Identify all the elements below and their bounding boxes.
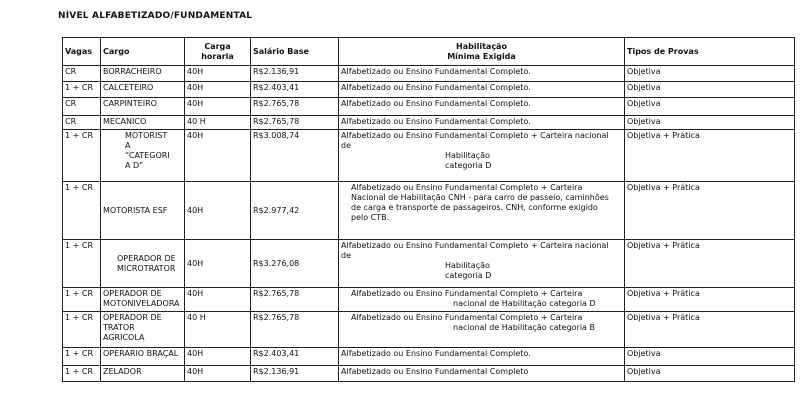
cell-vagas — [63, 182, 101, 240]
habilitacao-subtext: nacional de Habilitação categoria D — [453, 299, 596, 308]
header-salario: Salário Base — [251, 38, 339, 66]
habilitacao-text: Alfabetizado ou Ensino Fundamental Completo + Carteira — [351, 313, 583, 322]
table-row — [63, 312, 795, 348]
cell-vagas — [63, 240, 101, 288]
cell-cargo — [101, 82, 185, 98]
cell-carga — [185, 182, 251, 240]
table-row — [63, 130, 795, 182]
table-row — [63, 98, 795, 116]
header-carga-line2: horaria — [201, 51, 234, 61]
cell-salario-text: R$3.276,08 — [253, 258, 300, 268]
cell-habilitacao — [339, 348, 625, 366]
cell-tipos-text: Objetiva — [627, 117, 661, 126]
cell-salario — [251, 116, 339, 130]
cell-tipos — [625, 366, 795, 382]
cell-cargo — [101, 66, 185, 82]
cell-tipos — [625, 66, 795, 82]
habilitacao-text: Alfabetizado ou Ensino Fundamental Completo + Carteira — [351, 289, 583, 298]
table-row — [63, 182, 795, 240]
cell-salario — [251, 98, 339, 116]
table-row — [63, 366, 795, 382]
cell-salario — [251, 366, 339, 382]
table-header-row — [63, 38, 795, 66]
cell-cargo — [101, 288, 185, 312]
habilitacao-text: Alfabetizado ou Ensino Fundamental Completo. — [341, 117, 531, 126]
cell-habilitacao — [339, 366, 625, 382]
cell-cargo-text: MOTORISTA ESF — [103, 205, 168, 215]
cell-habilitacao — [339, 130, 625, 182]
habilitacao-text: Alfabetizado ou Ensino Fundamental Completo — [341, 367, 529, 376]
cell-cargo-text: CALCETEIRO — [103, 83, 154, 92]
cell-vagas — [63, 130, 101, 182]
cell-carga-text: 40H — [187, 349, 204, 358]
cell-salario-text: R$2.136,91 — [253, 67, 300, 76]
cell-salario — [251, 130, 339, 182]
cell-habilitacao — [339, 66, 625, 82]
cell-habilitacao — [339, 82, 625, 98]
cell-carga — [185, 348, 251, 366]
cell-carga — [185, 66, 251, 82]
cell-salario-text: R$2.403,41 — [253, 349, 300, 358]
cell-tipos-text: Objetiva + Prática — [627, 289, 700, 298]
cell-habilitacao — [339, 116, 625, 130]
habilitacao-text: Alfabetizado ou Ensino Fundamental Completo. — [341, 67, 531, 76]
header-carga — [185, 38, 251, 66]
cell-salario — [251, 182, 339, 240]
cell-vagas-text: 1 + CR — [65, 367, 94, 376]
cell-carga-text: 40H — [187, 289, 204, 298]
cell-vagas-text: CR — [65, 99, 77, 108]
cell-vagas-text: CR — [65, 67, 77, 76]
cell-carga — [185, 240, 251, 288]
cell-carga — [185, 288, 251, 312]
cell-carga-text: 40H — [187, 67, 204, 76]
cell-vagas — [63, 348, 101, 366]
header-cargo: Cargo — [101, 38, 185, 66]
cell-salario — [251, 240, 339, 288]
cell-cargo-text: CARPINTEIRO — [103, 99, 157, 108]
cell-vagas-text: CR — [65, 117, 77, 126]
cell-cargo-text: OPERARIO BRAÇAL — [103, 349, 179, 358]
cell-salario — [251, 82, 339, 98]
cell-vagas-text: 1 + CR — [65, 313, 94, 322]
cell-salario-text: R$2.403,41 — [253, 83, 300, 92]
cell-tipos-text: Objetiva + Prática — [627, 131, 700, 140]
cell-tipos — [625, 116, 795, 130]
cell-cargo-text: MOTORIST A “CATEGORI A D” — [125, 131, 170, 170]
cell-cargo-text: OPERADOR DE TRATOR AGRICOLA — [103, 313, 162, 342]
cell-vagas-text: 1 + CR — [65, 83, 94, 92]
cell-habilitacao — [339, 240, 625, 288]
cell-cargo — [101, 98, 185, 116]
cell-vagas-text: 1 + CR — [65, 131, 94, 140]
header-tipos: Tipos de Provas — [625, 38, 795, 66]
cell-cargo — [101, 130, 185, 182]
cell-tipos — [625, 312, 795, 348]
cell-vagas-text: 1 + CR — [65, 183, 94, 192]
cell-carga — [185, 366, 251, 382]
cell-salario — [251, 348, 339, 366]
cell-cargo — [101, 182, 185, 240]
cell-carga-text: 40H — [187, 205, 204, 215]
cell-habilitacao — [339, 288, 625, 312]
habilitacao-subtext: nacional de Habilitação categoria B — [453, 323, 595, 332]
cell-vagas — [63, 66, 101, 82]
cell-vagas — [63, 82, 101, 98]
header-vagas: Vagas — [63, 38, 101, 66]
cell-cargo — [101, 116, 185, 130]
cell-tipos-text: Objetiva + Prática — [627, 183, 700, 192]
cell-tipos — [625, 288, 795, 312]
cell-tipos — [625, 98, 795, 116]
cell-cargo-text: OPERADOR DE MOTONIVELADORA — [103, 289, 180, 308]
habilitacao-text: Alfabetizado ou Ensino Fundamental Completo + Carteira nacional de — [341, 131, 609, 150]
cell-vagas — [63, 116, 101, 130]
cell-carga — [185, 116, 251, 130]
cell-tipos-text: Objetiva — [627, 83, 661, 92]
cell-vagas — [63, 98, 101, 116]
habilitacao-text: Alfabetizado ou Ensino Fundamental Completo + Carteira nacional de — [341, 241, 609, 260]
habilitacao-subtext: Habilitação categoria D — [445, 151, 492, 170]
cell-salario — [251, 66, 339, 82]
cell-cargo-text: ZELADOR — [103, 367, 142, 376]
cell-carga — [185, 312, 251, 348]
cell-tipos — [625, 82, 795, 98]
cell-vagas-text: 1 + CR — [65, 349, 94, 358]
cell-vagas — [63, 366, 101, 382]
cell-carga-text: 40H — [187, 99, 204, 108]
cell-vagas — [63, 312, 101, 348]
header-habilitacao — [339, 38, 625, 66]
table-row — [63, 66, 795, 82]
cell-salario — [251, 312, 339, 348]
cell-tipos-text: Objetiva — [627, 349, 661, 358]
cell-salario-text: R$2.765,78 — [253, 99, 300, 108]
header-carga-line1: Carga — [204, 41, 231, 51]
habilitacao-text: Alfabetizado ou Ensino Fundamental Completo. — [341, 349, 531, 358]
table-row — [63, 116, 795, 130]
cell-cargo — [101, 312, 185, 348]
cell-carga-text: 40 H — [187, 313, 206, 322]
habilitacao-text: Alfabetizado ou Ensino Fundamental Completo. — [341, 83, 531, 92]
cell-carga-text: 40H — [187, 83, 204, 92]
cell-habilitacao — [339, 312, 625, 348]
cell-salario-text: R$2.765,78 — [253, 117, 300, 126]
positions-table — [62, 37, 795, 382]
cell-cargo-text: BORRACHEIRO — [103, 67, 162, 76]
cell-cargo — [101, 366, 185, 382]
section-title: NÍVEL ALFABETIZADO/FUNDAMENTAL — [58, 11, 253, 21]
cell-tipos-text: Objetiva — [627, 99, 661, 108]
header-habilitacao-line1: Habilitação — [456, 41, 507, 51]
cell-vagas — [63, 288, 101, 312]
cell-carga — [185, 82, 251, 98]
cell-cargo — [101, 240, 185, 288]
habilitacao-text: Alfabetizado ou Ensino Fundamental Completo + Carteira Nacional de Habilitação CNH - para carro de passeio, caminhões de carga e transporte de passageiros. CNH, conforme exigido pelo CTB. — [351, 183, 609, 222]
cell-cargo-text: MECANICO — [103, 117, 147, 126]
table-row — [63, 240, 795, 288]
cell-tipos — [625, 130, 795, 182]
cell-cargo — [101, 348, 185, 366]
header-habilitacao-line2: Mínima Exigida — [447, 51, 516, 61]
habilitacao-text: Alfabetizado ou Ensino Fundamental Completo. — [341, 99, 531, 108]
cell-cargo-text: OPERADOR DE MICROTRATOR — [117, 253, 176, 273]
cell-tipos-text: Objetiva — [627, 367, 661, 376]
cell-salario-text: R$2.977,42 — [253, 205, 300, 215]
cell-salario-text: R$3.008,74 — [253, 131, 300, 140]
cell-carga — [185, 98, 251, 116]
cell-tipos-text: Objetiva + Prática — [627, 241, 700, 250]
table-row — [63, 348, 795, 366]
cell-vagas-text: 1 + CR — [65, 289, 94, 298]
cell-salario-text: R$2.136,91 — [253, 367, 300, 376]
cell-salario — [251, 288, 339, 312]
cell-tipos — [625, 348, 795, 366]
cell-carga-text: 40H — [187, 258, 204, 268]
cell-carga-text: 40H — [187, 131, 204, 140]
cell-carga-text: 40H — [187, 367, 204, 376]
cell-tipos-text: Objetiva — [627, 67, 661, 76]
cell-vagas-text: 1 + CR — [65, 241, 94, 250]
cell-tipos — [625, 182, 795, 240]
cell-carga — [185, 130, 251, 182]
table-row — [63, 288, 795, 312]
cell-habilitacao — [339, 98, 625, 116]
cell-tipos-text: Objetiva + Prática — [627, 313, 700, 322]
cell-tipos — [625, 240, 795, 288]
habilitacao-subtext: Habilitação categoria D — [445, 261, 492, 280]
cell-habilitacao — [339, 182, 625, 240]
table-row — [63, 82, 795, 98]
cell-carga-text: 40 H — [187, 117, 206, 126]
cell-salario-text: R$2.765,78 — [253, 289, 300, 298]
cell-salario-text: R$2.765,78 — [253, 313, 300, 322]
